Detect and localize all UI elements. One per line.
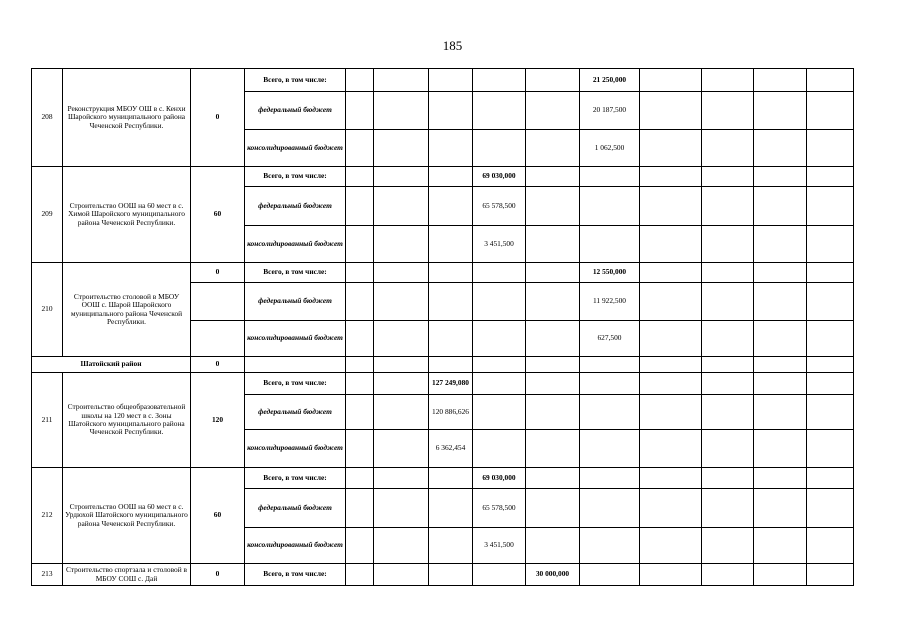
page-number: 185 — [442, 38, 463, 53]
consolidated-amount: 3 451,500 — [473, 528, 526, 564]
federal-amount: 65 578,500 — [473, 187, 526, 226]
capacity-value: 120 — [191, 373, 245, 468]
region-row — [32, 357, 854, 373]
project-name: Реконструкция МБОУ ОШ в с. Кенхи Шаройского муниципального района Чеченской Республики. — [63, 69, 191, 167]
region-value: 0 — [191, 357, 245, 373]
federal-amount: 120 886,626 — [429, 395, 473, 430]
budget-table — [31, 68, 854, 586]
total-amount: 30 000,000 — [526, 564, 580, 586]
project-name: Строительство ООШ на 60 мест в с. Химой Шаройского муниципального района Чеченской Республики. — [63, 167, 191, 263]
total-amount: 12 550,000 — [580, 263, 640, 283]
source-federal-label: федеральный бюджет — [245, 92, 346, 130]
source-federal-label: федеральный бюджет — [245, 283, 346, 321]
consolidated-amount: 1 062,500 — [580, 130, 640, 167]
row-number: 212 — [32, 468, 63, 564]
table-row — [32, 167, 854, 187]
source-total-label: Всего, в том числе: — [245, 263, 346, 283]
source-federal-label: федеральный бюджет — [245, 395, 346, 430]
capacity-value: 0 — [191, 564, 245, 586]
table-row — [32, 373, 854, 395]
capacity-value: 0 — [191, 69, 245, 167]
source-consolidated-label: консолидированный бюджет — [245, 130, 346, 167]
total-amount: 127 249,080 — [429, 373, 473, 395]
federal-amount: 20 187,500 — [580, 92, 640, 130]
total-amount: 21 250,000 — [580, 69, 640, 92]
source-federal-label: федеральный бюджет — [245, 187, 346, 226]
source-total-label: Всего, в том числе: — [245, 468, 346, 489]
capacity-value: 60 — [191, 167, 245, 263]
source-total-label: Всего, в том числе: — [245, 167, 346, 187]
federal-amount: 11 922,500 — [580, 283, 640, 321]
row-number: 210 — [32, 263, 63, 357]
source-total-label: Всего, в том числе: — [245, 69, 346, 92]
row-number: 208 — [32, 69, 63, 167]
source-consolidated-label: консолидированный бюджет — [245, 321, 346, 357]
source-total-label: Всего, в том числе: — [245, 564, 346, 586]
row-number: 209 — [32, 167, 63, 263]
project-name: Строительство спортзала и столовой в МБОУ СОШ с. Дай — [63, 564, 191, 586]
project-name: Строительство общеобразовательной школы на 120 мест в с. Зоны Шатойского муниципального района Чеченской Республики. — [63, 373, 191, 468]
total-amount: 69 030,000 — [473, 167, 526, 187]
source-federal-label: федеральный бюджет — [245, 489, 346, 528]
consolidated-amount: 3 451,500 — [473, 226, 526, 263]
capacity-value: 0 — [191, 263, 245, 283]
capacity-value: 60 — [191, 468, 245, 564]
source-consolidated-label: консолидированный бюджет — [245, 528, 346, 564]
consolidated-amount: 6 362,454 — [429, 430, 473, 468]
source-consolidated-label: консолидированный бюджет — [245, 226, 346, 263]
row-number: 213 — [32, 564, 63, 586]
total-amount: 69 030,000 — [473, 468, 526, 489]
row-number: 211 — [32, 373, 63, 468]
table-row — [32, 564, 854, 586]
source-consolidated-label: консолидированный бюджет — [245, 430, 346, 468]
consolidated-amount: 627,500 — [580, 321, 640, 357]
source-total-label: Всего, в том числе: — [245, 373, 346, 395]
table-row — [32, 69, 854, 92]
table-row — [32, 468, 854, 489]
federal-amount: 65 578,500 — [473, 489, 526, 528]
region-name: Шатойский район — [32, 357, 191, 373]
project-name: Строительство столовой в МБОУ ООШ с. Шарой Шаройского муниципального района Чеченской Республики. — [63, 263, 191, 357]
project-name: Строительство ООШ на 60 мест в с. Урдюхой Шатойского муниципального района Чеченской Республики. — [63, 468, 191, 564]
table-row — [32, 263, 854, 283]
